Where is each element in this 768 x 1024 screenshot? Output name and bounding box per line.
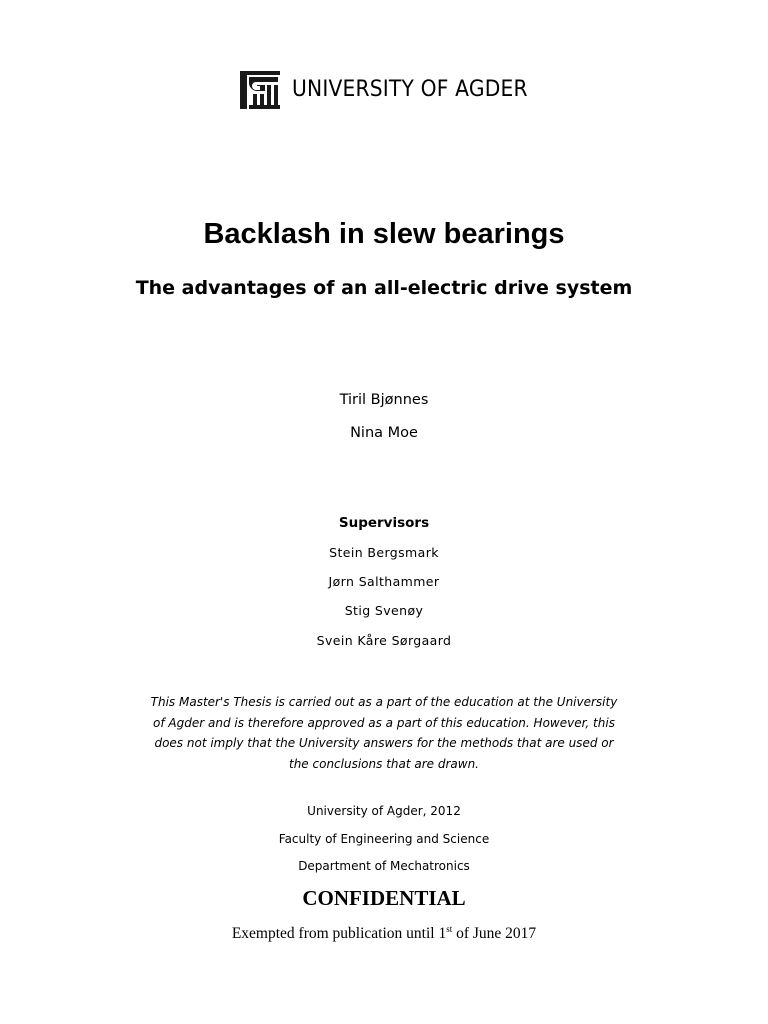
author-name: Tiril Bjønnes bbox=[339, 392, 429, 408]
ordinal-suffix: st bbox=[446, 924, 453, 934]
author-name: Nina Moe bbox=[350, 425, 418, 441]
faculty-name: Faculty of Engineering and Science bbox=[278, 832, 490, 846]
disclaimer-line: This Master's Thesis is carried out as a part of the education at the University bbox=[150, 695, 618, 709]
exemption-text-end: of June 2017 bbox=[452, 925, 537, 942]
thesis-disclaimer bbox=[140, 692, 628, 774]
supervisors-heading: Supervisors bbox=[338, 515, 430, 531]
supervisor-name: Stig Svenøy bbox=[344, 603, 424, 618]
university-logo bbox=[240, 70, 548, 110]
disclaimer-line: of Agder and is therefore approved as a part of this education. However, this bbox=[153, 715, 615, 730]
publication-exemption bbox=[0, 922, 768, 946]
department-name: Department of Mechatronics bbox=[298, 859, 470, 873]
supervisor-name: Jørn Salthammer bbox=[328, 574, 440, 589]
exemption-text: Exempted from publication until 1 bbox=[231, 925, 447, 942]
supervisor-name: Svein Kåre Sørgaard bbox=[316, 633, 452, 648]
university-year: University of Agder, 2012 bbox=[307, 804, 461, 818]
thesis-subtitle: The advantages of an all-electric drive system bbox=[135, 277, 633, 299]
disclaimer-line: does not imply that the University answers for the methods that are used or bbox=[154, 736, 614, 750]
disclaimer-line: the conclusions that are drawn. bbox=[289, 756, 479, 771]
thesis-title: Backlash in slew bearings bbox=[203, 218, 565, 250]
supervisor-name: Stein Bergsmark bbox=[329, 545, 439, 560]
confidential-label: CONFIDENTIAL bbox=[302, 886, 466, 910]
university-of-agder-logo-icon bbox=[240, 71, 280, 109]
university-name: UNIVERSITY OF AGDER bbox=[292, 77, 528, 102]
